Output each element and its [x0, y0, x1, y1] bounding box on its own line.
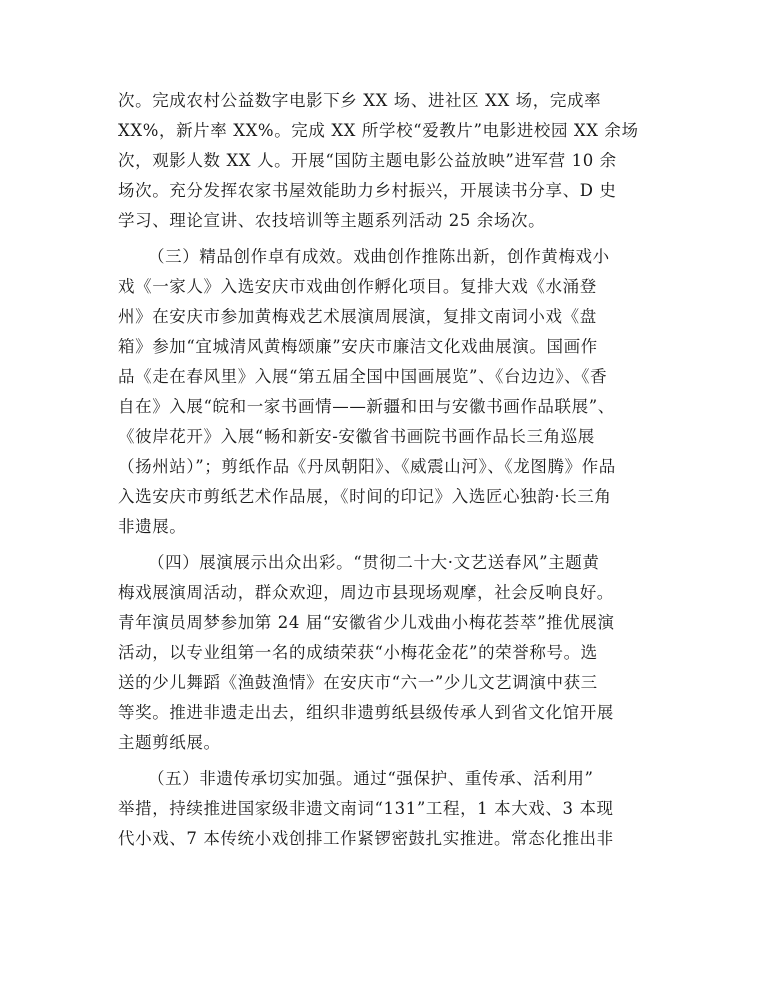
text-line: 箱》参加“宜城清风黄梅颂廉”安庆市廉洁文化戏曲展演。国画作	[118, 337, 598, 356]
text-line: 《彼岸花开》入展“畅和新安-安徽省书画院书画作品长三角巡展	[118, 427, 595, 446]
text-line: 梅戏展演周活动，群众欢迎，周边市县现场观摩，社会反响良好。	[118, 583, 614, 602]
text-line: 次，观影人数 XX 人。开展“国防主题电影公益放映”进军营 10 余	[118, 151, 617, 170]
text-line: 主题剪纸展。	[118, 733, 221, 752]
paragraph-heading-line: （五）非遗传承切实加强。通过“强保护、重传承、活利用”	[148, 769, 594, 788]
text-line: 非遗展。	[118, 517, 187, 536]
text-line: （扬州站）”；剪纸作品《丹凤朝阳》、《威震山河》、《龙图腾》作品	[118, 457, 616, 476]
text-line: 次。完成农村公益数字电影下乡 XX 场、进社区 XX 场，完成率	[118, 91, 602, 110]
text-line: 等奖。推进非遗走出去，组织非遗剪纸县级传承人到省文化馆开展	[118, 703, 614, 722]
text-line: 场次。充分发挥农家书屋效能助力乡村振兴，开展读书分享、D 史	[118, 181, 617, 200]
text-line: 送的少儿舞蹈《渔鼓渔情》在安庆市“六一”少儿文艺调演中获三	[118, 673, 598, 692]
text-line: 戏《一家人》入选安庆市戏曲创作孵化项目。复排大戏《水涌登	[118, 277, 597, 296]
text-line: 州》在安庆市参加黄梅戏艺术展演周展演，复排文南词小戏《盘	[118, 307, 597, 326]
paragraph-heading-line: （四）展演展示出众出彩。“贯彻二十大·文艺送春风”主题黄	[148, 553, 600, 572]
paragraph-heading-line: （三）精品创作卓有成效。戏曲创作推陈出新，创作黄梅戏小	[148, 247, 610, 266]
text-line: 入选安庆市剪纸艺术作品展，《时间的印记》入选匠心独韵·长三角	[118, 487, 612, 506]
text-line: 自在》入展“皖和一家书画情——新疆和田与安徽书画作品联展”、	[118, 397, 615, 416]
text-line: 举措，持续推进国家级非遗文南词“131”工程，1 本大戏、3 本现	[118, 799, 614, 818]
text-line: 学习、理论宣讲、农技培训等主题系列活动 25 余场次。	[118, 211, 546, 230]
text-line: 青年演员周梦参加第 24 届“安徽省少儿戏曲小梅花荟萃”推优展演	[118, 613, 615, 632]
text-line: XX%，新片率 XX%。完成 XX 所学校“爱教片”电影进校园 XX 余场	[118, 121, 639, 140]
text-line: 代小戏、7 本传统小戏创排工作紧锣密鼓扎实推进。常态化推出非	[118, 829, 614, 848]
text-line: 活动，以专业组第一名的成绩荣获“小梅花金花”的荣誉称号。选	[118, 643, 598, 662]
text-line: 品《走在春风里》入展“第五届全国中国画展览”、《台边边》、《香	[118, 367, 608, 386]
